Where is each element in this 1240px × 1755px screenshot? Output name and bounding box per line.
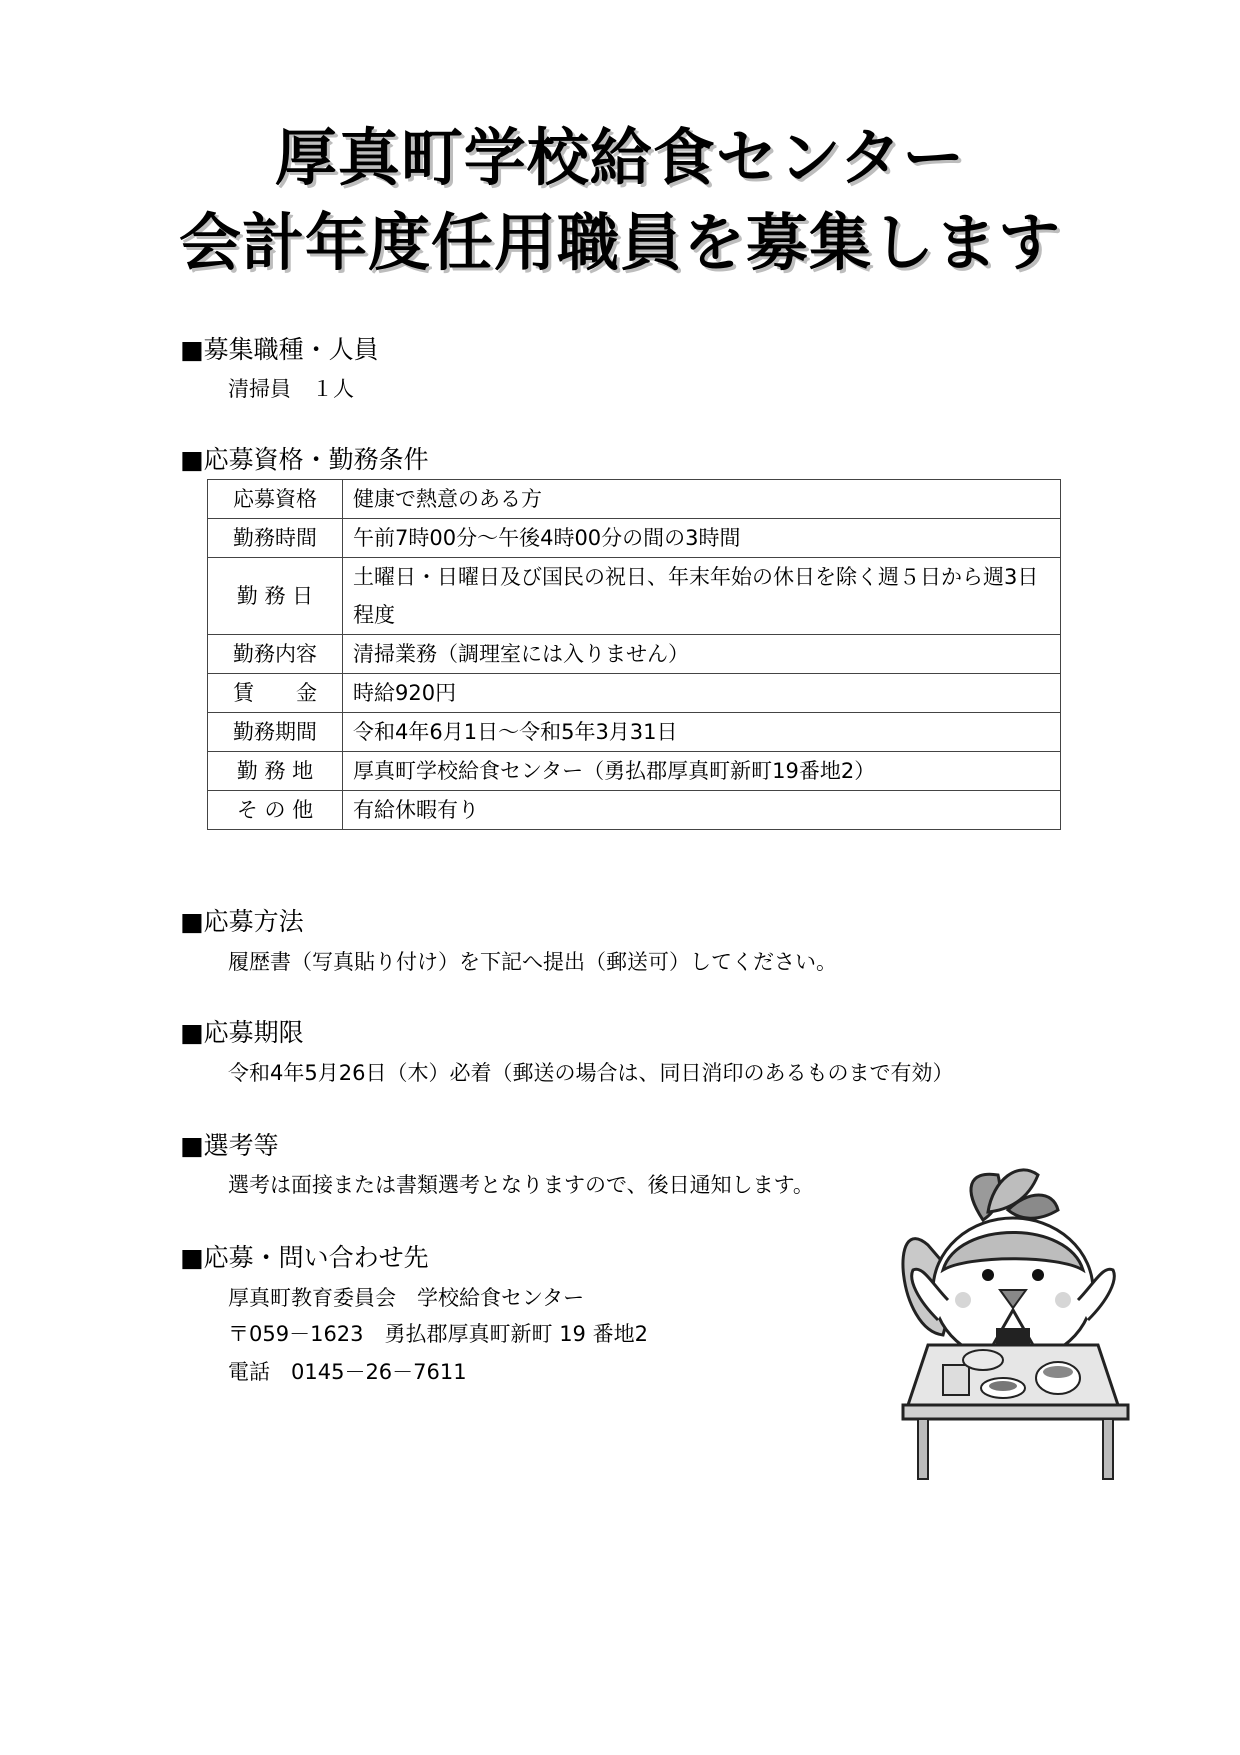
row-value: 健康で熱意のある方 bbox=[343, 480, 1061, 519]
table-row bbox=[208, 480, 1061, 519]
contact-phone: 電話 0145－26－7611 bbox=[228, 1360, 467, 1384]
row-label: 勤務内容 bbox=[208, 635, 343, 674]
row-label: 勤務期間 bbox=[208, 713, 343, 752]
row-value: 令和4年6月1日～令和5年3月31日 bbox=[343, 713, 1061, 752]
row-value: 有給休暇有り bbox=[343, 791, 1061, 830]
mascot-with-lunch-tray-icon bbox=[888, 1150, 1148, 1490]
table-row bbox=[208, 519, 1061, 558]
method-heading: ■応募方法 bbox=[180, 907, 304, 936]
row-label: 応募資格 bbox=[208, 480, 343, 519]
recruit-text: 清掃員 １人 bbox=[228, 377, 354, 401]
table-row bbox=[208, 674, 1061, 713]
page-title-line-1: 厚真町学校給食センター bbox=[274, 121, 966, 194]
table-row bbox=[208, 713, 1061, 752]
row-label: 勤務時間 bbox=[208, 519, 343, 558]
recruit-heading: ■募集職種・人員 bbox=[180, 335, 379, 364]
row-value: 清掃業務（調理室には入りません） bbox=[343, 635, 1061, 674]
row-value: 厚真町学校給食センター（勇払郡厚真町新町19番地2） bbox=[343, 752, 1061, 791]
table-row bbox=[208, 558, 1061, 635]
table-row bbox=[208, 791, 1061, 830]
table-row bbox=[208, 752, 1061, 791]
conditions-heading: ■応募資格・勤務条件 bbox=[180, 445, 429, 474]
selection-text: 選考は面接または書類選考となりますので、後日通知します。 bbox=[228, 1173, 814, 1197]
deadline-heading: ■応募期限 bbox=[180, 1018, 304, 1047]
method-text: 履歴書（写真貼り付け）を下記へ提出（郵送可）してください。 bbox=[228, 950, 837, 974]
selection-heading: ■選考等 bbox=[180, 1131, 279, 1160]
row-value: 土曜日・日曜日及び国民の祝日、年末年始の休日を除く週５日から週3日程度 bbox=[343, 558, 1061, 635]
contact-address: 〒059－1623 勇払郡厚真町新町 19 番地2 bbox=[228, 1322, 648, 1346]
row-label: 勤 務 地 bbox=[208, 752, 343, 791]
conditions-table bbox=[207, 479, 1061, 830]
contact-heading: ■応募・問い合わせ先 bbox=[180, 1243, 429, 1272]
row-value: 午前7時00分～午後4時00分の間の3時間 bbox=[343, 519, 1061, 558]
page-title-line-2: 会計年度任用職員を募集します bbox=[178, 206, 1061, 279]
deadline-text: 令和4年5月26日（木）必着（郵送の場合は、同日消印のあるものまで有効） bbox=[228, 1061, 954, 1085]
row-value: 時給920円 bbox=[343, 674, 1061, 713]
table-row bbox=[208, 635, 1061, 674]
contact-org: 厚真町教育委員会 学校給食センター bbox=[228, 1286, 585, 1310]
row-label: 賃 金 bbox=[208, 674, 343, 713]
row-label: そ の 他 bbox=[208, 791, 343, 830]
row-label: 勤 務 日 bbox=[208, 558, 343, 635]
